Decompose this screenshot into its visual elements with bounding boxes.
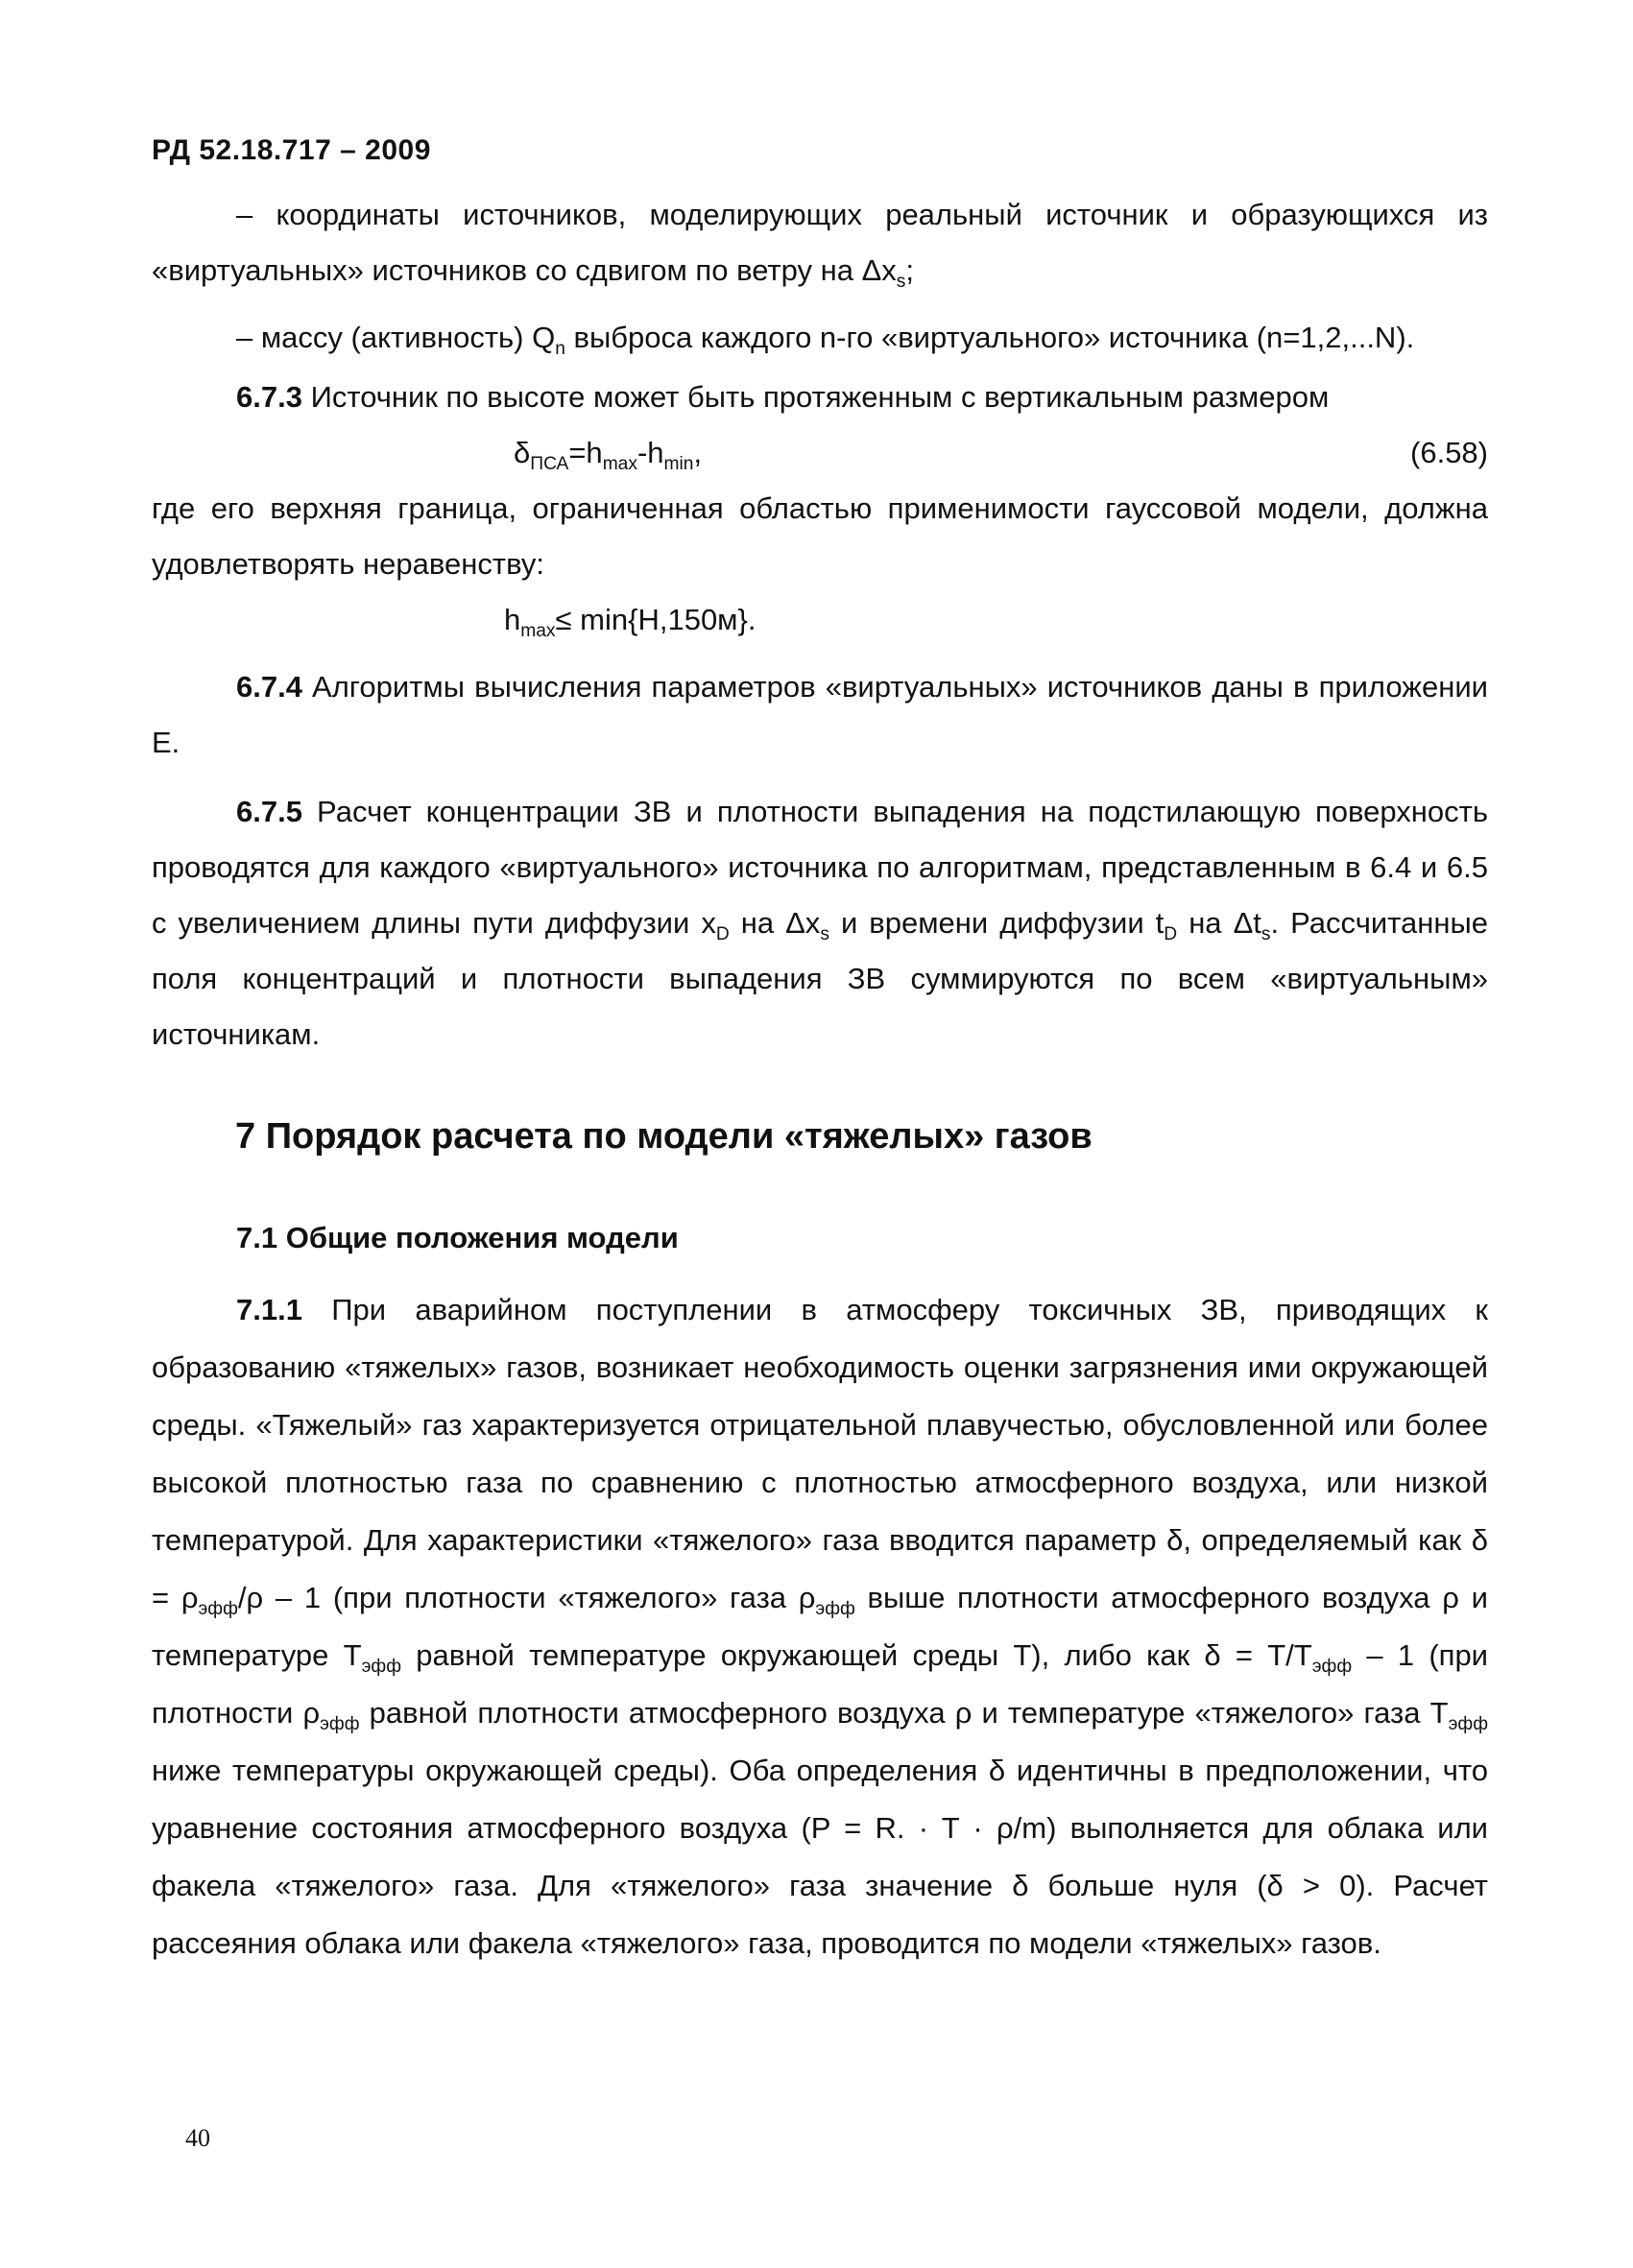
paragraph-6-7-3: 6.7.3 Источник по высоте может быть протяженным с вертикальным размером xyxy=(236,380,1330,414)
paragraph-6-7-5: 6.7.5 Расчет концентрации ЗВ и плотности выпадения на подстилающую поверхность проводятся для каждого «виртуального» источника по алгоритмам, представленным в 6.4 и 6.5 с увеличением длины пути диффузии $x_D$ на $\Delta x_s$ и времени диффузии $t_D$ на $\Delta t_s$. Рассчитанные поля концентраций и плотности выпадения ЗВ суммируются по всем «виртуальным» источникам. xyxy=(152,795,1489,1051)
inequality: $h_{max}\le \min\{H,150м\}$. xyxy=(504,603,756,642)
paragraph-6-7-3-continued: где его верхняя граница, ограниченная областью применимости гауссовой модели, должна удовлетворять неравенству: xyxy=(152,491,1488,581)
document-header: РД 52.18.717 – 2009 xyxy=(152,134,431,166)
list-item: – массу (активность) $Q_n$ выброса каждого n-го «виртуального» источника (n=1,2,...N). xyxy=(236,321,1415,360)
formula-6-58 xyxy=(152,425,1488,481)
subsection-heading: 7.1 Общие положения модели xyxy=(236,1221,679,1254)
equation-number: (6.58) xyxy=(1410,436,1488,469)
page-number: 40 xyxy=(185,2124,210,2152)
section-heading: 7 Порядок расчета по модели «тяжелых» газов xyxy=(235,1116,1093,1157)
section-6-text xyxy=(152,187,1488,1062)
paragraph-7-1-1: 7.1.1 При аварийном поступлении в атмосферу токсичных ЗВ, приводящих к образованию «тяжелых» газов, возникает необходимость оценки загрязнения ими окружающей среды. «Тяжелый» газ характеризуется отрицательной плавучестью, обусловленной или более высокой плотностью газа по сравнению с плотностью атмосферного воздуха, или низкой температурой. Для характеристики «тяжелого» газа вводится параметр δ, определяемый как $\delta = \rho_{эфф}/\rho - 1$ (при плотности «тяжелого» газа $\rho_{эфф}$ выше плотности атмосферного воздуха ρ и температуре $T_{эфф}$ равной температуре окружающей среды T), либо как $\delta = T/T_{эфф} - 1$ (при плотности $\rho_{эфф}$ равной плотности атмосферного воздуха ρ и температуре «тяжелого» газа $T_{эфф}$ ниже температуры окружающей среды). Оба определения δ идентичны в предположении, что уравнение состояния атмосферного воздуха (P = R. · T · ρ/m) выполняется для облака или факела «тяжелого» газа. Для «тяжелого» газа значение δ больше нуля (δ > 0). Расчет рассеяния облака или факела «тяжелого» газа, проводится по модели «тяжелых» газов. xyxy=(152,1293,1488,1960)
paragraph-6-7-4: 6.7.4 Алгоритмы вычисления параметров «виртуальных» источников даны в приложении Е. xyxy=(152,670,1488,759)
formula-expression: $\delta_{ПСА}=h_{max}-h_{min}$, xyxy=(514,436,703,475)
list-item: – координаты источников, моделирующих реальный источник и образующихся из «виртуальных» источников со сдвигом по ветру на $\Delta x_s$; xyxy=(152,198,1488,293)
section-7-text xyxy=(152,1281,1488,1972)
